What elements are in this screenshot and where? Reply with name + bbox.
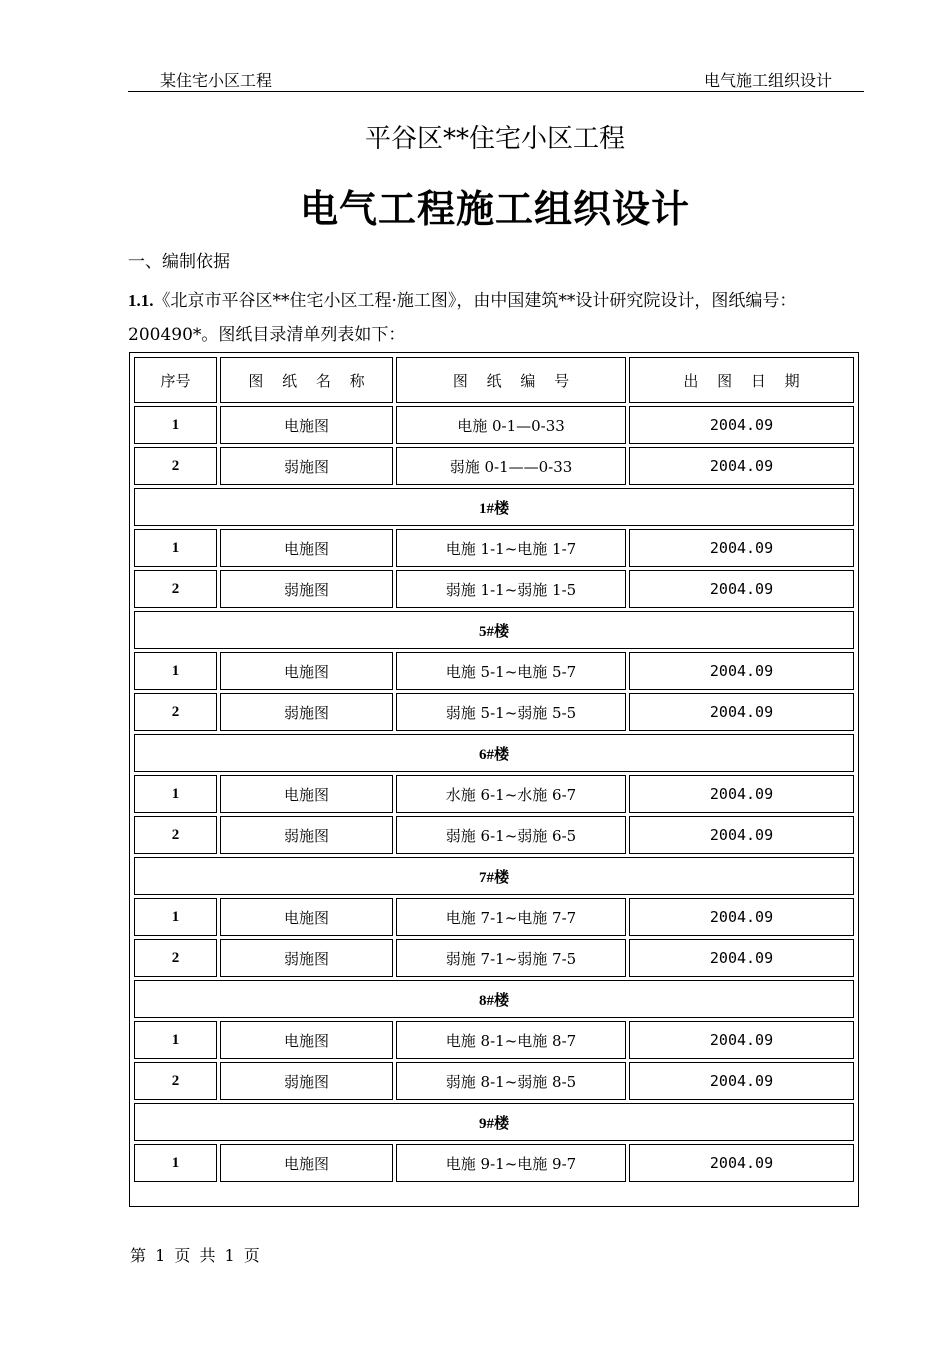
drawing-list-table bbox=[131, 354, 857, 1185]
cell-seq: 1 bbox=[134, 1021, 217, 1059]
cell-date: 2004.09 bbox=[629, 1062, 854, 1100]
cell-seq: 2 bbox=[134, 939, 217, 977]
cell-drawing-name: 弱施图 bbox=[220, 1062, 393, 1100]
table-group-row bbox=[134, 980, 854, 1018]
table-group-row bbox=[134, 734, 854, 772]
table-row bbox=[134, 406, 854, 444]
cell-drawing-number: 电施 7-1~电施 7-7 bbox=[396, 898, 626, 936]
cell-drawing-name: 弱施图 bbox=[220, 570, 393, 608]
cell-date: 2004.09 bbox=[629, 939, 854, 977]
cell-date: 2004.09 bbox=[629, 775, 854, 813]
cell-drawing-name: 弱施图 bbox=[220, 447, 393, 485]
table-row bbox=[134, 816, 854, 854]
building-group-label: 9#楼 bbox=[134, 1103, 854, 1141]
cell-seq: 2 bbox=[134, 693, 217, 731]
cell-seq: 1 bbox=[134, 898, 217, 936]
cell-date: 2004.09 bbox=[629, 1021, 854, 1059]
cell-seq: 1 bbox=[134, 1144, 217, 1182]
cell-drawing-number: 电施 8-1~电施 8-7 bbox=[396, 1021, 626, 1059]
table-row bbox=[134, 1062, 854, 1100]
table-group-row bbox=[134, 611, 854, 649]
paragraph-1-1 bbox=[128, 284, 864, 352]
cell-drawing-name: 电施图 bbox=[220, 898, 393, 936]
table-row bbox=[134, 652, 854, 690]
cell-date: 2004.09 bbox=[629, 1144, 854, 1182]
cell-seq: 2 bbox=[134, 447, 217, 485]
building-group-label: 7#楼 bbox=[134, 857, 854, 895]
cell-drawing-name: 电施图 bbox=[220, 775, 393, 813]
cell-drawing-name: 电施图 bbox=[220, 406, 393, 444]
column-header-seq: 序号 bbox=[134, 357, 217, 403]
cell-seq: 1 bbox=[134, 406, 217, 444]
running-header-left: 某住宅小区工程 bbox=[160, 71, 273, 90]
document-title: 电气工程施工组织设计 bbox=[299, 186, 690, 231]
cell-date: 2004.09 bbox=[629, 898, 854, 936]
paragraph-text: 《北京市平谷区**住宅小区工程·施工图》，由中国建筑**设计研究院设计，图纸编号：200490*。图纸目录清单列表如下： bbox=[128, 291, 797, 345]
cell-drawing-name: 弱施图 bbox=[220, 939, 393, 977]
cell-seq: 2 bbox=[134, 570, 217, 608]
table-group-row bbox=[134, 1103, 854, 1141]
cell-date: 2004.09 bbox=[629, 570, 854, 608]
cell-date: 2004.09 bbox=[629, 406, 854, 444]
cell-date: 2004.09 bbox=[629, 693, 854, 731]
column-header-date: 出 图 日 期 bbox=[629, 357, 854, 403]
table-row bbox=[134, 447, 854, 485]
running-header-right: 电气施工组织设计 bbox=[703, 71, 832, 90]
cell-drawing-number: 弱施 7-1~弱施 7-5 bbox=[396, 939, 626, 977]
table-row bbox=[134, 529, 854, 567]
section-heading: 一、编制依据 bbox=[128, 252, 230, 272]
table-header-row bbox=[134, 357, 854, 403]
document-subtitle: 平谷区**住宅小区工程 bbox=[364, 124, 625, 154]
table-row bbox=[134, 1021, 854, 1059]
cell-seq: 1 bbox=[134, 529, 217, 567]
building-group-label: 1#楼 bbox=[134, 488, 854, 526]
cell-date: 2004.09 bbox=[629, 652, 854, 690]
header-divider bbox=[128, 91, 864, 92]
building-group-label: 5#楼 bbox=[134, 611, 854, 649]
building-group-label: 8#楼 bbox=[134, 980, 854, 1018]
table-row bbox=[134, 939, 854, 977]
cell-date: 2004.09 bbox=[629, 447, 854, 485]
table-row bbox=[134, 1144, 854, 1182]
column-header-number: 图 纸 编 号 bbox=[396, 357, 626, 403]
drawing-list-table-frame bbox=[129, 352, 859, 1207]
cell-drawing-name: 弱施图 bbox=[220, 816, 393, 854]
table-row bbox=[134, 898, 854, 936]
table-group-row bbox=[134, 488, 854, 526]
cell-date: 2004.09 bbox=[629, 816, 854, 854]
paragraph-number: 1.1. bbox=[128, 291, 154, 310]
table-row bbox=[134, 570, 854, 608]
cell-drawing-number: 弱施 1-1~弱施 1-5 bbox=[396, 570, 626, 608]
building-group-label: 6#楼 bbox=[134, 734, 854, 772]
cell-drawing-name: 电施图 bbox=[220, 652, 393, 690]
table-row bbox=[134, 693, 854, 731]
cell-drawing-number: 弱施 0-1——0-33 bbox=[396, 447, 626, 485]
cell-seq: 2 bbox=[134, 1062, 217, 1100]
cell-drawing-name: 电施图 bbox=[220, 529, 393, 567]
cell-drawing-number: 弱施 8-1~弱施 8-5 bbox=[396, 1062, 626, 1100]
cell-drawing-name: 弱施图 bbox=[220, 693, 393, 731]
cell-drawing-number: 弱施 5-1~弱施 5-5 bbox=[396, 693, 626, 731]
cell-seq: 2 bbox=[134, 816, 217, 854]
cell-seq: 1 bbox=[134, 775, 217, 813]
cell-drawing-number: 水施 6-1~水施 6-7 bbox=[396, 775, 626, 813]
cell-date: 2004.09 bbox=[629, 529, 854, 567]
column-header-name: 图 纸 名 称 bbox=[220, 357, 393, 403]
table-group-row bbox=[134, 857, 854, 895]
cell-drawing-number: 电施 0-1—0-33 bbox=[396, 406, 626, 444]
cell-seq: 1 bbox=[134, 652, 217, 690]
cell-drawing-number: 电施 5-1~电施 5-7 bbox=[396, 652, 626, 690]
cell-drawing-name: 电施图 bbox=[220, 1021, 393, 1059]
table-row bbox=[134, 775, 854, 813]
page-footer: 第 1 页 共 1 页 bbox=[130, 1246, 260, 1265]
cell-drawing-number: 电施 9-1~电施 9-7 bbox=[396, 1144, 626, 1182]
cell-drawing-name: 电施图 bbox=[220, 1144, 393, 1182]
cell-drawing-number: 弱施 6-1~弱施 6-5 bbox=[396, 816, 626, 854]
cell-drawing-number: 电施 1-1~电施 1-7 bbox=[396, 529, 626, 567]
